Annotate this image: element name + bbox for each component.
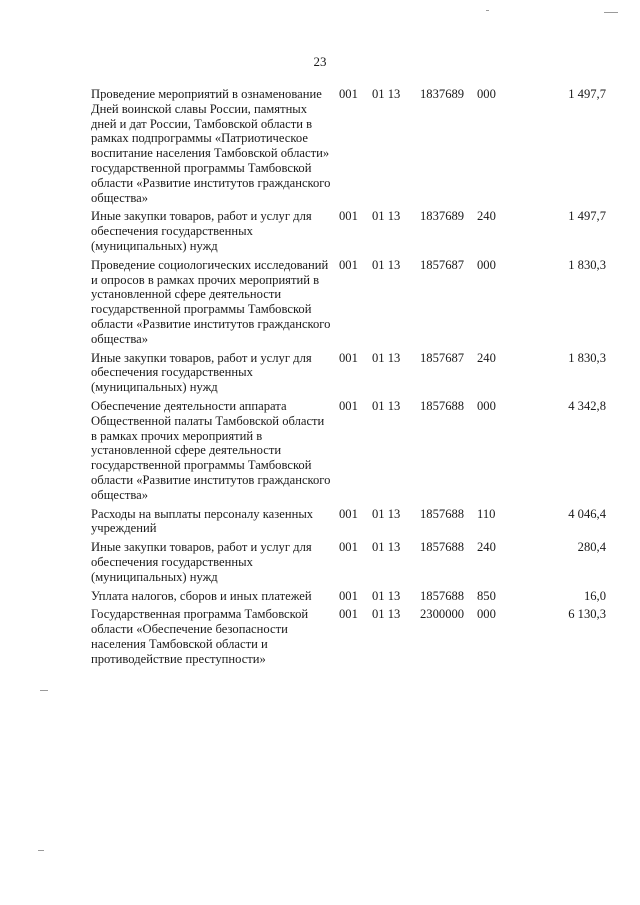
ministry-code: 001 (339, 257, 358, 272)
section-code: 01 13 (372, 350, 401, 365)
target-article-code: 1857687 (420, 257, 465, 272)
section-code: 01 13 (372, 257, 401, 272)
scan-mark (486, 10, 489, 11)
section-code: 01 13 (372, 607, 401, 622)
ministry-code: 001 (339, 398, 358, 413)
amount-value: 4 046,4 (568, 506, 606, 521)
amount-value: 1 830,3 (568, 350, 606, 365)
target-article-code: 1857688 (420, 588, 465, 603)
section-code: 01 13 (372, 540, 401, 555)
expense-type-code: 240 (477, 540, 496, 555)
expense-type-code: 000 (477, 257, 496, 272)
expense-type-code: 000 (477, 607, 496, 622)
target-article-code: 1857688 (420, 506, 465, 521)
ministry-code: 001 (339, 87, 358, 101)
scan-mark (40, 690, 48, 691)
table-row (91, 607, 606, 666)
target-article-code: 1857688 (420, 540, 465, 555)
section-code: 01 13 (372, 506, 401, 521)
ministry-code: 001 (339, 607, 358, 622)
amount-value: 4 342,8 (568, 398, 606, 413)
expense-type-code: 000 (477, 87, 496, 101)
table-row (91, 351, 606, 395)
ministry-code: 001 (339, 209, 358, 224)
scan-mark (604, 12, 618, 13)
row-description: Проведение мероприятий в ознаменование Дней воинской славы России, памятных дней и дат России, Тамбовской области в рамках подпрограммы «Патриотическое воспитание населения Тамбовской области» государственной программы Тамбовской области «Развитие институтов гражданского общества» (91, 87, 331, 205)
ministry-code: 001 (339, 506, 358, 521)
row-description: Государственная программа Тамбовской области «Обеспечение безопасности населения Тамбовской области и противодействие преступности» (91, 607, 309, 666)
section-code: 01 13 (372, 398, 401, 413)
row-description: Иные закупки товаров, работ и услуг для обеспечения государственных (муниципальных) нужд (91, 540, 312, 584)
amount-value: 1 497,7 (568, 87, 606, 101)
amount-value: 280,4 (577, 540, 606, 555)
row-description: Проведение социологических исследований и опросов в рамках прочих мероприятий в установленной сфере деятельности государственной программы Тамбовской области «Развитие институтов гражданского общества» (91, 257, 331, 346)
row-description: Иные закупки товаров, работ и услуг для обеспечения государственных (муниципальных) нужд (91, 350, 312, 395)
budget-table (91, 87, 606, 670)
amount-value: 1 830,3 (568, 257, 606, 272)
expense-type-code: 240 (477, 350, 496, 365)
expense-type-code: 240 (477, 209, 496, 224)
expense-type-code: 000 (477, 398, 496, 413)
ministry-code: 001 (339, 540, 358, 555)
amount-value: 6 130,3 (568, 607, 606, 622)
target-article-code: 1837689 (420, 87, 465, 101)
table-row (91, 87, 606, 205)
table-row (91, 589, 606, 604)
amount-value: 1 497,7 (568, 209, 606, 224)
target-article-code: 2300000 (420, 607, 465, 622)
table-row (91, 258, 606, 347)
target-article-code: 1857687 (420, 350, 465, 365)
target-article-code: 1837689 (420, 209, 465, 224)
scan-mark (38, 850, 44, 851)
row-description: Расходы на выплаты персоналу казенных учреждений (91, 506, 314, 536)
ministry-code: 001 (339, 350, 358, 365)
target-article-code: 1857688 (420, 398, 465, 413)
expense-type-code: 850 (477, 588, 496, 603)
table-row (91, 507, 606, 537)
row-description: Иные закупки товаров, работ и услуг для обеспечения государственных (муниципальных) нужд (91, 209, 312, 253)
row-description: Уплата налогов, сборов и иных платежей (91, 588, 312, 603)
section-code: 01 13 (372, 87, 401, 101)
row-description: Обеспечение деятельности аппарата Общественной палаты Тамбовской области в рамках прочих мероприятий в установленной сфере деятельности государственной программы Тамбовской области «Развитие институтов гражданского общества» (91, 398, 331, 502)
table-row (91, 540, 606, 584)
ministry-code: 001 (339, 588, 358, 603)
table-row (91, 209, 606, 253)
page-number: 23 (313, 54, 327, 69)
table-row (91, 399, 606, 503)
section-code: 01 13 (372, 588, 401, 603)
amount-value: 16,0 (583, 588, 606, 603)
section-code: 01 13 (372, 209, 401, 224)
expense-type-code: 110 (477, 506, 496, 521)
